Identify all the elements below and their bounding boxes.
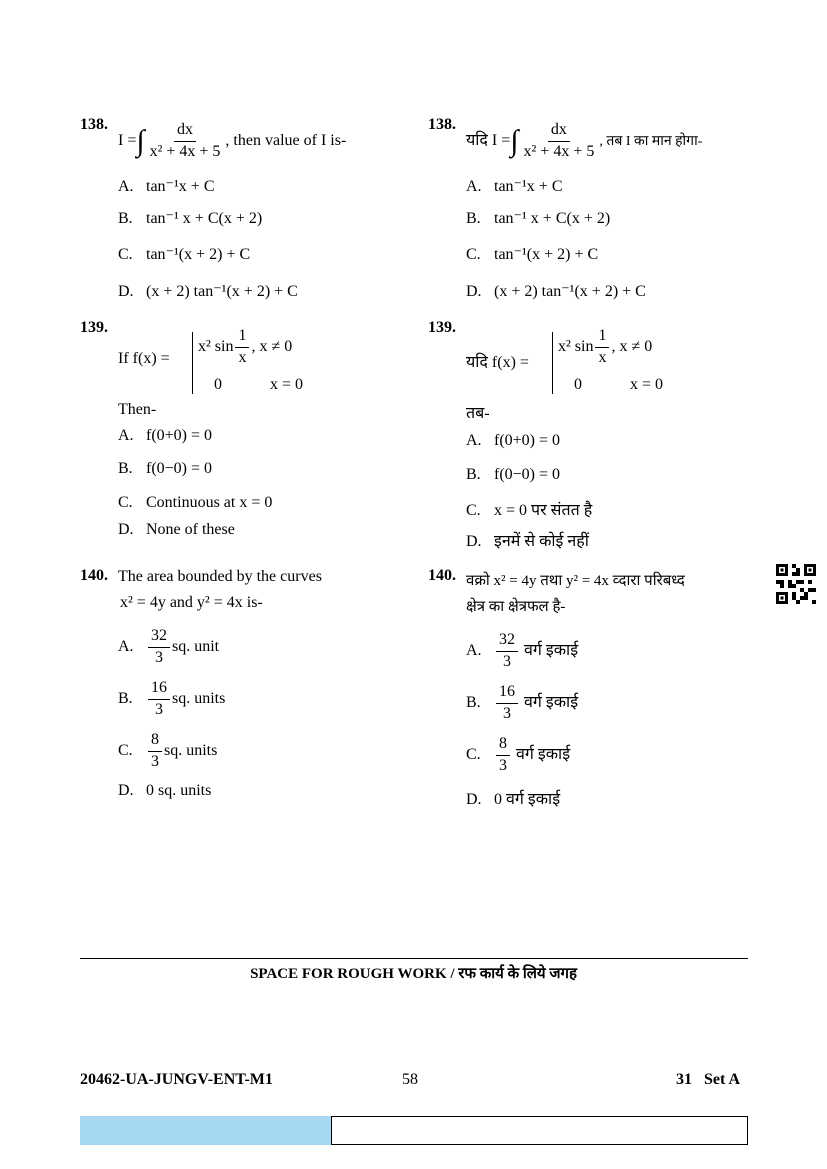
question-number: 140. [428, 567, 456, 584]
question-suffix: , then value of I is- [225, 131, 347, 149]
integral-sign: ∫ [136, 124, 145, 158]
option-c: C. tan⁻¹(x + 2) + C [118, 246, 251, 263]
integral-prefix: I = [118, 131, 137, 149]
question-suffix: , तब I का मान होगा- [599, 133, 703, 149]
option-c: C. $\frac{8}{3}$ sq. units [118, 731, 218, 770]
set-label: 31 Set A [676, 1071, 740, 1088]
option-d: D. (x + 2) tan⁻¹(x + 2) + C [118, 283, 298, 300]
then-label: Then- [118, 401, 157, 418]
integral-sign: ∫ [510, 124, 519, 158]
option-d: D. इनमें से कोई नहीं [466, 533, 589, 550]
piecewise-case-1: x² sin $\frac{1}{x}$ , x ≠ 0 [558, 327, 653, 366]
qr-code-icon [776, 564, 816, 604]
piecewise-case-2-condition: x = 0 [630, 376, 664, 393]
function-prefix: If f(x) = [118, 350, 170, 367]
option-d: D. (x + 2) tan⁻¹(x + 2) + C [466, 283, 646, 300]
piecewise-case-2-condition: x = 0 [270, 376, 304, 393]
option-a: A. tan⁻¹x + C [466, 178, 563, 195]
option-b: B. $\frac{16}{3}$ sq. units [118, 679, 226, 718]
option-d: D. 0 sq. units [118, 782, 212, 799]
question-number: 138. [80, 116, 108, 133]
rough-work-divider [80, 958, 748, 959]
option-a: A. tan⁻¹x + C [118, 178, 215, 195]
option-a: A. f(0+0) = 0 [466, 432, 561, 449]
option-d: D. 0 वर्ग इकाई [466, 791, 561, 808]
option-b: B. tan⁻¹ x + C(x + 2) [466, 210, 611, 227]
piecewise-case-1: x² sin $\frac{1}{x}$ , x ≠ 0 [198, 327, 293, 366]
option-b: B. tan⁻¹ x + C(x + 2) [118, 210, 263, 227]
option-d: D. None of these [118, 521, 235, 538]
rough-work-label: SPACE FOR ROUGH WORK / रफ कार्य के लिये जगह [250, 966, 577, 982]
integrand-fraction: $\frac{dx}{\text{x² + 4x + 5}}$ [149, 121, 221, 160]
question-number: 140. [80, 567, 108, 584]
question-138-stem [466, 122, 702, 161]
piecewise-brace [192, 332, 193, 394]
question-number: 139. [80, 319, 108, 336]
then-label: तब- [466, 405, 490, 422]
option-b: B. f(0−0) = 0 [118, 460, 213, 477]
question-140-line-1: वक्रो x² = 4y तथा y² = 4x व्दारा परिबध्द [466, 573, 685, 589]
question-number: 139. [428, 319, 456, 336]
option-b: B. f(0−0) = 0 [466, 466, 561, 483]
option-c: C. tan⁻¹(x + 2) + C [466, 246, 599, 263]
option-c: C. $\frac{8}{3}$ वर्ग इकाई [466, 735, 571, 774]
question-140-line-2: क्षेत्र का क्षेत्रफल है- [466, 599, 566, 615]
footer-color-bar [80, 1116, 331, 1145]
option-c: C. Continuous at x = 0 [118, 494, 273, 511]
option-c: C. x = 0 पर संतत है [466, 502, 593, 519]
footer-outline-box [331, 1116, 748, 1145]
integrand-fraction: $\frac{dx}{\text{x² + 4x + 5}}$ [523, 121, 595, 160]
function-prefix: यदि f(x) = [466, 354, 529, 371]
piecewise-case-2-value: 0 [574, 376, 582, 393]
paper-code: 20462-UA-JUNGV-ENT-M1 [80, 1071, 273, 1088]
question-140-line-1: The area bounded by the curves [118, 568, 322, 585]
question-number: 138. [428, 116, 456, 133]
option-b: B. $\frac{16}{3}$ वर्ग इकाई [466, 683, 579, 722]
question-140-line-2: x² = 4y and y² = 4x is- [120, 594, 263, 611]
question-138-stem [118, 122, 346, 161]
piecewise-case-2-value: 0 [214, 376, 222, 393]
option-a: A. $\frac{32}{3}$ वर्ग इकाई [466, 631, 579, 670]
option-a: A. $\frac{32}{3}$ sq. unit [118, 627, 220, 666]
piecewise-brace [552, 332, 553, 394]
option-a: A. f(0+0) = 0 [118, 427, 213, 444]
integral-prefix: यदि I = [466, 131, 511, 149]
page-number: 58 [402, 1071, 418, 1088]
